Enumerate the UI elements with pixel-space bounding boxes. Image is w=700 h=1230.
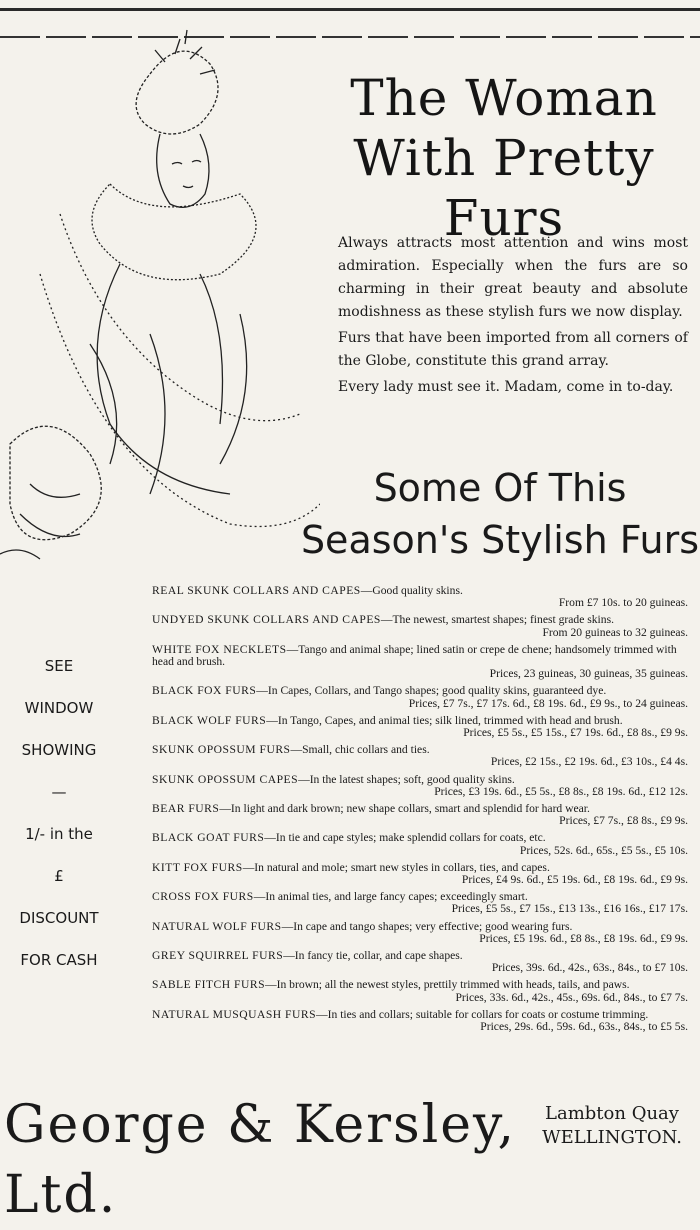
list-item [152, 715, 688, 739]
item-name: BLACK WOLF FURS [152, 713, 267, 727]
item-prices: Prices, £7 7s., £7 17s. 6d., £8 19s. 6d., £9 9s., to 24 guineas. [408, 696, 688, 710]
list-item [152, 979, 688, 1003]
list-item [152, 862, 688, 886]
item-name: SABLE FITCH FURS [152, 978, 266, 992]
item-name: UNDYED SKUNK COLLARS AND CAPES [152, 613, 381, 627]
list-item [152, 832, 688, 856]
sidebar-line: WINDOW [24, 699, 94, 717]
headline-line-2: With Pretty Furs [353, 129, 655, 247]
fur-price-list [152, 585, 688, 1038]
woman-in-furs-illustration [0, 14, 320, 574]
item-name: WHITE FOX NECKLETS [152, 642, 287, 656]
sidebar-line: SHOWING [21, 741, 97, 759]
item-prices: Prices, £5 5s., £5 15s., £7 19s. 6d., £8 8s., £9 9s. [463, 726, 688, 740]
intro-paragraph-1: Always attracts most attention and wins most admiration. Especially when the furs are so charming in their great beauty and absolute modishness as these stylish furs we now display. [338, 235, 688, 320]
item-desc: —In natural and mole; smart new styles in collars, ties, and capes. [242, 860, 550, 874]
item-desc: —In cape and tango shapes; very effective; good wearing furs. [281, 919, 573, 933]
item-desc: —In animal ties, and large fancy capes; exceedingly smart. [253, 890, 528, 904]
item-name: NATURAL WOLF FURS [152, 919, 282, 933]
headline [318, 68, 690, 248]
item-desc: —Good quality skins. [360, 584, 463, 597]
item-name: CROSS FOX FURS [152, 890, 254, 904]
sidebar-line: DISCOUNT [19, 909, 99, 927]
item-prices: Prices, 33s. 6d., 42s., 45s., 69s. 6d., 84s., to £7 7s. [455, 990, 688, 1004]
item-desc: —In tie and cape styles; make splendid collars for coats, etc. [264, 831, 546, 845]
list-item [152, 891, 688, 915]
sidebar-line: 1/- in the [25, 825, 93, 843]
item-name: REAL SKUNK COLLARS AND CAPES [152, 584, 361, 597]
item-name: GREY SQUIRREL FURS [152, 949, 284, 963]
item-desc: —In ties and collars; suitable for collars for coats or costume trimming. [316, 1007, 649, 1021]
item-desc: —In light and dark brown; new shape collars, smart and splendid for hard wear. [219, 802, 590, 816]
item-desc: —The newest, smartest shapes; finest grade skins. [380, 613, 614, 627]
intro-paragraph-2: Furs that have been imported from all corners of the Globe, constitute this grand array. [338, 330, 688, 369]
item-desc: —In Tango, Capes, and animal ties; silk lined, trimmed with head and brush. [266, 713, 623, 727]
item-prices: Prices, 39s. 6d., 42s., 63s., 84s., to £7 10s. [491, 961, 688, 975]
address-line-1: Lambton Quay [545, 1103, 679, 1124]
item-prices: Prices, 52s. 6d., 65s., £5 5s., £5 10s. [519, 843, 688, 857]
subhead-line-1: Some Of This [373, 466, 627, 510]
sidebar-line: £ [54, 867, 64, 885]
list-item [152, 921, 688, 945]
list-item [152, 744, 688, 768]
item-prices: Prices, £5 5s., £7 15s., £13 13s., £16 16s., £17 17s. [451, 902, 688, 916]
list-item [152, 644, 688, 681]
top-rule [0, 8, 700, 11]
sidebar-notice [4, 655, 114, 991]
list-item [152, 950, 688, 974]
list-item [152, 803, 688, 827]
list-item [152, 585, 688, 609]
store-name: George & Kersley, Ltd. [4, 1095, 517, 1225]
item-name: SKUNK OPOSSUM FURS [152, 743, 291, 757]
sidebar-line: — [51, 783, 67, 801]
list-item [152, 1009, 688, 1033]
item-name: BLACK FOX FURS [152, 684, 257, 698]
store-address [528, 1102, 696, 1150]
item-name: BLACK GOAT FURS [152, 831, 265, 845]
intro-paragraph-3: Every lady must see it. Madam, come in to-day. [338, 379, 674, 395]
sidebar-line: FOR CASH [20, 951, 98, 969]
sidebar-line: SEE [44, 657, 74, 675]
intro-copy [338, 232, 688, 402]
item-desc: —Tango and animal shape; lined satin or crepe de chene; handsomely trimmed with head and brush. [152, 642, 677, 669]
address-line-2: WELLINGTON. [542, 1127, 682, 1148]
item-desc: —In fancy tie, collar, and cape shapes. [283, 949, 463, 963]
list-item [152, 774, 688, 798]
item-prices: Prices, £7 7s., £8 8s., £9 9s. [559, 814, 688, 828]
list-item [152, 614, 688, 638]
list-item [152, 685, 688, 709]
item-prices: Prices, £2 15s., £2 19s. 6d., £3 10s., £4 4s. [490, 755, 688, 769]
item-desc: —Small, chic collars and ties. [290, 743, 430, 757]
item-prices: Prices, £5 19s. 6d., £8 8s., £8 19s. 6d., £9 9s. [479, 931, 688, 945]
headline-line-1: The Woman [350, 69, 658, 127]
item-prices: From 20 guineas to 32 guineas. [542, 625, 688, 639]
subhead [300, 462, 700, 566]
item-name: SKUNK OPOSSUM CAPES [152, 772, 299, 786]
item-name: KITT FOX FURS [152, 860, 243, 874]
item-desc: —In the latest shapes; soft, good quality skins. [298, 772, 515, 786]
item-prices: Prices, £4 9s. 6d., £5 19s. 6d., £8 19s. 6d., £9 9s. [461, 873, 688, 887]
item-name: NATURAL MUSQUASH FURS [152, 1007, 317, 1021]
item-prices: Prices, 29s. 6d., 59s. 6d., 63s., 84s., to £5 5s. [480, 1020, 688, 1034]
item-name: BEAR FURS [152, 802, 220, 816]
item-prices: Prices, £3 19s. 6d., £5 5s., £8 8s., £8 19s. 6d., £12 12s. [434, 784, 688, 798]
item-prices: From £7 10s. to 20 guineas. [558, 596, 688, 610]
item-desc: —In brown; all the newest styles, prettily trimmed with heads, tails, and paws. [265, 978, 630, 992]
item-prices: Prices, 23 guineas, 30 guineas, 35 guineas. [489, 667, 688, 681]
subhead-line-2: Season's Stylish Furs [300, 518, 700, 562]
item-desc: —In Capes, Collars, and Tango shapes; good quality skins, guaranteed dye. [256, 684, 607, 698]
